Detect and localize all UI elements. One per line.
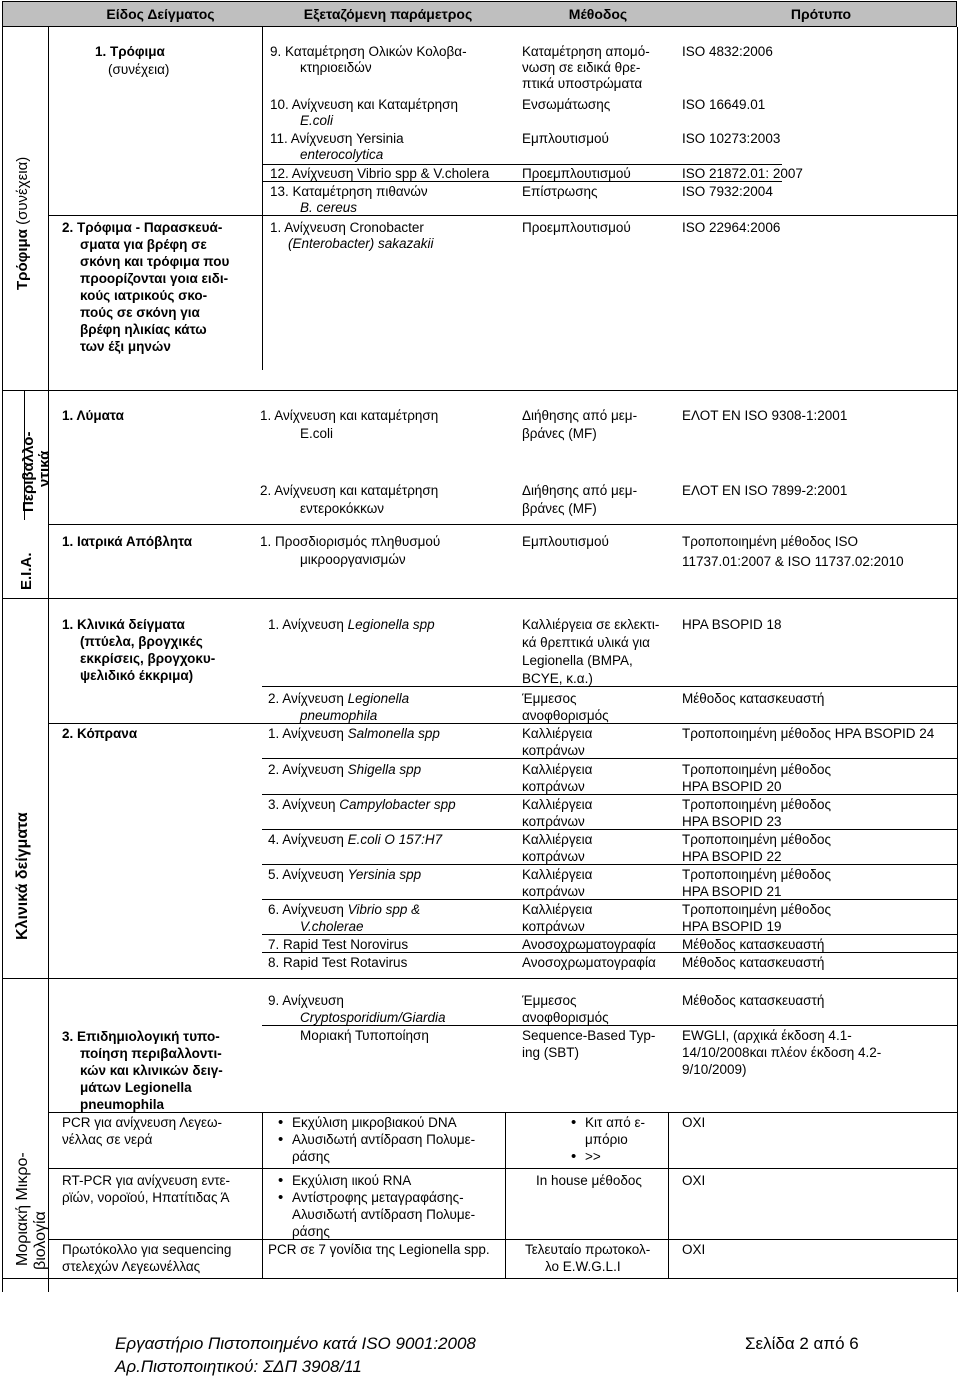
method-crypto-1: Έμμεσος bbox=[522, 993, 577, 1008]
param-row-9b: κτηριοειδών bbox=[300, 60, 372, 75]
sample-infant-food-8: των έξι μηνών bbox=[80, 339, 171, 354]
sample-sequencing-2: στελεχών Λεγεωνέλλας bbox=[62, 1259, 201, 1274]
method-commercial-kit-2: μπόριο bbox=[585, 1132, 628, 1147]
param-campylobacter bbox=[268, 796, 456, 813]
row-line-sequencing-top bbox=[48, 1239, 957, 1240]
standard-row-12: ISO 21872.01: 2007 bbox=[682, 166, 803, 181]
method-sbt-2: ing (SBT) bbox=[522, 1045, 580, 1060]
param-norovirus: 7. Rapid Test Norovirus bbox=[268, 937, 409, 952]
side-label-eia: Ε.Ι.Α. bbox=[18, 552, 35, 590]
standard-manufacturer-4: Μέθοδος κατασκευαστή bbox=[682, 993, 825, 1008]
header-parameter: Εξεταζόμενη παράμετρος bbox=[303, 6, 473, 22]
param-row-13b: B. cereus bbox=[300, 200, 358, 215]
sample-clinical-4: ψελιδικό έκκριμα) bbox=[80, 668, 194, 683]
param-vibrio-b: V.cholerae bbox=[300, 919, 364, 934]
standard-bsopid-19b: HPA BSOPID 19 bbox=[682, 919, 782, 934]
method-enrichment: Εμπλουτισμού bbox=[522, 534, 609, 549]
param-row-11b: enterocolytica bbox=[300, 147, 384, 162]
side-column-border bbox=[48, 27, 49, 1292]
header-sample-type: Είδος Δείγματος bbox=[106, 6, 215, 22]
standard-row-11: ISO 10273:2003 bbox=[682, 131, 781, 146]
method-legionella-culture-3: Legionella (BMPA, bbox=[522, 653, 633, 668]
param-rotavirus: 8. Rapid Test Rotavirus bbox=[268, 955, 408, 970]
method-sbt-1: Sequence-Based Typ- bbox=[522, 1028, 656, 1043]
method-stool-culture-6: Καλλιέργεια bbox=[522, 902, 593, 917]
row-line-pneumophila-top bbox=[262, 686, 957, 687]
param-legionella-spp-name: Legionella spp bbox=[347, 617, 435, 632]
standard-manufacturer-1: Μέθοδος κατασκευαστή bbox=[682, 691, 825, 706]
section1-bottom-line bbox=[2, 390, 957, 391]
method-commercial-kit-3: • >> bbox=[585, 1148, 601, 1165]
sample-infant-food-3: σκόνη και τρόφιμα που bbox=[80, 254, 230, 269]
param-row-10b: E.coli bbox=[300, 113, 334, 128]
method-row-9b: νωση σε ειδικά θρε- bbox=[522, 60, 641, 75]
sample-infant-food-6: πούς σε σκόνη για bbox=[80, 305, 200, 320]
row-line-vibrio bbox=[262, 899, 957, 900]
param-row-13: 13. Καταμέτρηση πιθανών bbox=[270, 184, 428, 199]
method-row-10: Ενσωμάτωσης bbox=[522, 97, 611, 112]
standard-bsopid-22a: Τροποποιημένη μέθοδος bbox=[682, 832, 831, 847]
param-vibrio-name: Vibrio spp & bbox=[347, 902, 421, 917]
sample-infant-food-5: κούς ιατρικούς σκο- bbox=[80, 288, 208, 303]
sample-rtpcr-2: ρϊών, νοροϊού, Ηπατίτιδας Ά bbox=[62, 1190, 230, 1205]
standard-row-10: ISO 16649.01 bbox=[682, 97, 766, 112]
method-legionella-culture-1: Καλλιέργεια σε εκλεκτι- bbox=[522, 617, 660, 632]
param-crypto-b: Cryptosporidium/Giardia bbox=[300, 1010, 446, 1025]
standard-11737: Τροποποιημένη μέθοδος ISO bbox=[682, 534, 858, 549]
standard-no-1: ΟΧΙ bbox=[682, 1115, 706, 1130]
param-pcr-1: • Αλυσιδωτή αντίδραση Πολυμε- bbox=[292, 1131, 475, 1148]
param-vibrio bbox=[268, 901, 420, 918]
param-shigella-name: Shigella spp bbox=[347, 762, 422, 777]
standard-ewgli-2: 14/10/2008και πλέον έκδοση 4.2- bbox=[682, 1045, 882, 1060]
table-header bbox=[2, 1, 957, 27]
footer-page-number: Σελίδα 2 από 6 bbox=[745, 1334, 859, 1353]
method-row-11: Εμπλουτισμού bbox=[522, 131, 609, 146]
row-line-12-bottom bbox=[262, 181, 782, 182]
side-label-food bbox=[14, 157, 31, 290]
param-microbial-population-b: μικροοργανισμών bbox=[300, 552, 406, 567]
side-label-molecular: Μοριακή Μικρο- bbox=[14, 1152, 31, 1266]
method-mf-2b: βράνες (MF) bbox=[522, 501, 597, 516]
method-in-house: In house μέθοδος bbox=[536, 1173, 642, 1188]
method-stool-culture-6b: κοπράνων bbox=[522, 919, 585, 934]
header-method: Μέθοδος bbox=[568, 6, 628, 22]
section4-method-border bbox=[505, 1112, 506, 1278]
table-bottom-line bbox=[2, 1278, 957, 1279]
sample-wastewater: 1. Λύματα bbox=[62, 408, 124, 423]
method-row-12: Προεμπλουτισμού bbox=[522, 166, 631, 181]
sample-food: 1. Τρόφιμα bbox=[95, 44, 165, 59]
method-stool-culture-5: Καλλιέργεια bbox=[522, 867, 593, 882]
param-salmonella bbox=[268, 725, 440, 742]
param-legionella-spp bbox=[268, 616, 435, 633]
sample-food-cont: (συνέχεια) bbox=[108, 62, 170, 77]
sample-epi-typing-1: 3. Επιδημιολογική τυπο- bbox=[62, 1029, 220, 1044]
param-pcr-7-genes: PCR σε 7 γονίδια της Legionella spp. bbox=[268, 1242, 490, 1257]
outer-right-border bbox=[957, 27, 958, 1292]
standard-no-2: ΟΧΙ bbox=[682, 1173, 706, 1188]
sample-sequencing-1: Πρωτόκολλο για sequencing bbox=[62, 1242, 232, 1257]
param-yersinia-name: Yersinia spp bbox=[347, 867, 422, 882]
standard-bsopid-20a: Τροποποιημένη μέθοδος bbox=[682, 762, 831, 777]
sample-rtpcr-1: RT-PCR για ανίχνευση εντε- bbox=[62, 1173, 231, 1188]
param-molecular-typing: Μοριακή Τυποποίηση bbox=[300, 1028, 429, 1043]
method-stool-culture-4b: κοπράνων bbox=[522, 849, 585, 864]
param-pcr-2: ράσης bbox=[292, 1149, 330, 1164]
standard-bsopid-19a: Τροποποιημένη μέθοδος bbox=[682, 902, 831, 917]
standard-9308: ΕΛΟΤ ΕΝ ISO 9308-1:2001 bbox=[682, 408, 848, 423]
method-stool-culture-4: Καλλιέργεια bbox=[522, 832, 593, 847]
param-row-9: 9. Καταμέτρηση Ολικών Κολοβα- bbox=[270, 44, 467, 59]
sample-medical-waste: 1. Ιατρικά Απόβλητα bbox=[62, 534, 193, 549]
param-legionella-pneumophila-b: pneumophila bbox=[300, 708, 378, 723]
param-legionella-pneumophila-name: Legionella bbox=[347, 691, 410, 706]
standard-ewgli-3: 9/10/2009) bbox=[682, 1062, 747, 1077]
method-cronobacter: Προεμπλουτισμού bbox=[522, 220, 631, 235]
param-rt-pcr-2: Αλυσιδωτή αντίδραση Πολυμε- bbox=[292, 1207, 476, 1222]
method-commercial-kit-1: • Κιτ από ε- bbox=[585, 1114, 645, 1131]
standard-bsopid-18: HPA BSOPID 18 bbox=[682, 617, 782, 632]
standard-bsopid-23a: Τροποποιημένη μέθοδος bbox=[682, 797, 831, 812]
side-label-env: Περιβαλλο- bbox=[20, 431, 37, 512]
sample-infant-food-2: σματα για βρέφη σε bbox=[80, 237, 207, 252]
method-row-13: Επίστρωσης bbox=[522, 184, 598, 199]
sample-clinical-3: εκκρίσεις, βρογχοκυ- bbox=[80, 651, 216, 666]
method-indirect-if-1: Έμμεσος bbox=[522, 691, 577, 706]
param-cronobacter: 1. Ανίχνευση Cronobacter bbox=[270, 220, 424, 235]
param-legionella-spp-num: 1. Ανίχνευση bbox=[268, 617, 348, 632]
sample-pcr-1: PCR για ανίχνευση Λεγεω- bbox=[62, 1115, 223, 1130]
standard-bsopid-21b: HPA BSOPID 21 bbox=[682, 884, 782, 899]
param-shigella-num: 2. Ανίχνευση bbox=[268, 762, 348, 777]
row-line-norovirus bbox=[262, 934, 957, 935]
param-salmonella-name: Salmonella spp bbox=[347, 726, 440, 741]
param-row-12: 12. Ανίχνευση Vibrio spp & V.cholera bbox=[270, 166, 490, 181]
method-indirect-if-1b: ανοφθορισμός bbox=[522, 708, 609, 723]
sample-epi-typing-4: μάτων Legionella bbox=[80, 1080, 192, 1095]
method-stool-culture-3: Καλλιέργεια bbox=[522, 797, 593, 812]
row-line-typing bbox=[262, 1025, 957, 1026]
param-shigella bbox=[268, 761, 421, 778]
sample-infant-food-1: 2. Τρόφιμα - Παρασκευά- bbox=[62, 220, 223, 235]
param-legionella-pneumophila-num: 2. Ανίχνευση bbox=[268, 691, 348, 706]
row-line-rtpcr-top bbox=[48, 1168, 957, 1169]
param-ecoli-wastewater: 1. Ανίχνευση και καταμέτρηση bbox=[260, 408, 439, 423]
standard-11737-b: 11737.01:2007 & ISO 11737.02:2010 bbox=[682, 554, 904, 569]
method-stool-culture-2: Καλλιέργεια bbox=[522, 762, 593, 777]
section4-standard-border bbox=[668, 1112, 669, 1278]
standard-bsopid-22b: HPA BSOPID 22 bbox=[682, 849, 782, 864]
standard-row-13: ISO 7932:2004 bbox=[682, 184, 773, 199]
param-cronobacter-b: (Enterobacter) sakazakii bbox=[288, 236, 434, 251]
param-ecoli-o157-num: 4. Ανίχνευση bbox=[268, 832, 348, 847]
row-line-medical-top bbox=[48, 524, 957, 525]
row-line-pcr-top bbox=[48, 1112, 957, 1113]
param-microbial-population: 1. Προσδιορισμός πληθυσμού bbox=[260, 534, 441, 549]
standard-bsopid-20b: HPA BSOPID 20 bbox=[682, 779, 782, 794]
standard-row-9: ISO 4832:2006 bbox=[682, 44, 773, 59]
row-line-campylobacter bbox=[262, 794, 957, 795]
footer-certificate-number: Αρ.Πιστοποιητικού: ΣΔΠ 3908/11 bbox=[115, 1357, 362, 1376]
standard-cronobacter: ISO 22964:2006 bbox=[682, 220, 781, 235]
side-label-clinical: Κλινικά δείγματα bbox=[14, 812, 31, 940]
standard-ewgli-1: EWGLI, (αρχικά έκδοση 4.1- bbox=[682, 1028, 852, 1043]
param-ecoli-o157-name: E.coli O 157:H7 bbox=[347, 832, 443, 847]
param-rt-pcr-3: ράσης bbox=[292, 1224, 330, 1239]
param-enterococci-b: εντεροκόκκων bbox=[300, 501, 385, 516]
section3-bottom-line bbox=[2, 978, 957, 979]
method-legionella-culture-4: BCYE, κ.α.) bbox=[522, 671, 593, 686]
sample-epi-typing-5: pneumophila bbox=[80, 1097, 164, 1112]
param-rna-extraction: • Εκχύλιση ιικού RNA bbox=[292, 1172, 411, 1189]
method-ewgli-protocol-2: λο E.W.G.L.I bbox=[545, 1259, 621, 1274]
param-legionella-pneumophila bbox=[268, 690, 409, 707]
method-row-9c: πτικά υποστρώματα bbox=[522, 76, 643, 91]
sample-epi-typing-2: ποίηση περιβαλλοντι- bbox=[80, 1046, 222, 1061]
param-yersinia-num: 5. Ανίχνευση bbox=[268, 867, 348, 882]
method-crypto-1b: ανοφθορισμός bbox=[522, 1010, 609, 1025]
row-line-stool-top bbox=[48, 723, 957, 724]
param-enterococci: 2. Ανίχνευση και καταμέτρηση bbox=[260, 483, 439, 498]
param-ecoli-o157 bbox=[268, 831, 442, 848]
section4-param-border bbox=[262, 1112, 263, 1278]
param-row-10: 10. Ανίχνευση και Καταμέτρηση bbox=[270, 97, 458, 112]
footer-certification: Εργαστήριο Πιστοποιημένο κατά ISO 9001:2008 bbox=[115, 1334, 476, 1353]
sample-clinical-2: (πτύελα, βρογχικές bbox=[80, 634, 203, 649]
row-line-rotavirus bbox=[262, 952, 957, 953]
sample-infant-food-7: βρέφη ηλικίας κάτω bbox=[80, 322, 207, 337]
param-crypto: 9. Ανίχνευση bbox=[268, 993, 344, 1008]
param-dna-extraction: • Εκχύλιση μικροβιακού DNA bbox=[292, 1114, 457, 1131]
sample-stool: 2. Κόπρανα bbox=[62, 726, 138, 741]
standard-manufacturer-3: Μέθοδος κατασκευαστή bbox=[682, 955, 825, 970]
method-stool-culture-1b: κοπράνων bbox=[522, 743, 585, 758]
param-yersinia bbox=[268, 866, 421, 883]
method-mf-2: Διήθησης από μεμ- bbox=[522, 483, 638, 498]
param-campylobacter-name: Campylobacter spp bbox=[339, 797, 456, 812]
row-line-shigella bbox=[262, 758, 957, 759]
method-legionella-culture-2: κά θρεπτικά υλικά για bbox=[522, 635, 650, 650]
sample-epi-typing-3: κών και κλινικών δειγ- bbox=[80, 1063, 223, 1078]
param-vibrio-num: 6. Ανίχνευση bbox=[268, 902, 348, 917]
section1-param-border bbox=[262, 27, 263, 370]
sample-clinical-1: 1. Κλινικά δείγματα bbox=[62, 617, 185, 632]
standard-manufacturer-2: Μέθοδος κατασκευαστή bbox=[682, 937, 825, 952]
method-stool-culture-1: Καλλιέργεια bbox=[522, 726, 593, 741]
outer-left-border bbox=[2, 27, 3, 1292]
method-immunochromatography-1: Ανοσοχρωματογραφία bbox=[522, 937, 656, 952]
row-line-ecoli-o157 bbox=[262, 829, 957, 830]
method-immunochromatography-2: Ανοσοχρωματογραφία bbox=[522, 955, 656, 970]
method-stool-culture-5b: κοπράνων bbox=[522, 884, 585, 899]
standard-7899: ΕΛΟΤ ΕΝ ISO 7899-2:2001 bbox=[682, 483, 848, 498]
param-campylobacter-num: 3. Ανίχνευη bbox=[268, 797, 340, 812]
row-line-yersinia bbox=[262, 864, 957, 865]
standard-no-3: ΟΧΙ bbox=[682, 1242, 706, 1257]
param-rt-pcr-1: • Αντίστροφης μεταγραφάσης- bbox=[292, 1189, 464, 1206]
side-label-molecular-2: βιολογία bbox=[32, 1211, 49, 1270]
method-ewgli-protocol-1: Τελευταίο πρωτοκολ- bbox=[525, 1242, 651, 1257]
side-sub-border bbox=[24, 390, 25, 520]
standard-bsopid-24: Τροποποιημένη μέθοδος HPA BSOPID 24 bbox=[682, 726, 935, 741]
standard-bsopid-23b: HPA BSOPID 23 bbox=[682, 814, 782, 829]
param-salmonella-num: 1. Ανίχνευση bbox=[268, 726, 348, 741]
header-standard: Πρότυπο bbox=[790, 6, 852, 22]
side-label-food-text: Τρόφιμα bbox=[14, 229, 31, 290]
method-stool-culture-2b: κοπράνων bbox=[522, 779, 585, 794]
method-row-9: Καταμέτρηση απομό- bbox=[522, 44, 650, 59]
param-row-11: 11. Ανίχνευση Yersinia bbox=[270, 131, 404, 146]
sample-infant-food-4: προορίζονται γοια ειδι- bbox=[80, 271, 229, 286]
standard-bsopid-21a: Τροποποιημένη μέθοδος bbox=[682, 867, 831, 882]
section2-bottom-line bbox=[2, 598, 957, 599]
method-mf-1: Διήθησης από μεμ- bbox=[522, 408, 638, 423]
method-mf-1b: βράνες (MF) bbox=[522, 426, 597, 441]
sample-pcr-2: νέλλας σε νερά bbox=[62, 1132, 153, 1147]
row-line-infant-top bbox=[48, 215, 957, 216]
method-stool-culture-3b: κοπράνων bbox=[522, 814, 585, 829]
param-ecoli-wastewater-b: E.coli bbox=[300, 426, 334, 441]
side-label-food-cont: (συνέχεια) bbox=[14, 156, 31, 225]
side-label-env-2: ντικά bbox=[36, 450, 53, 487]
